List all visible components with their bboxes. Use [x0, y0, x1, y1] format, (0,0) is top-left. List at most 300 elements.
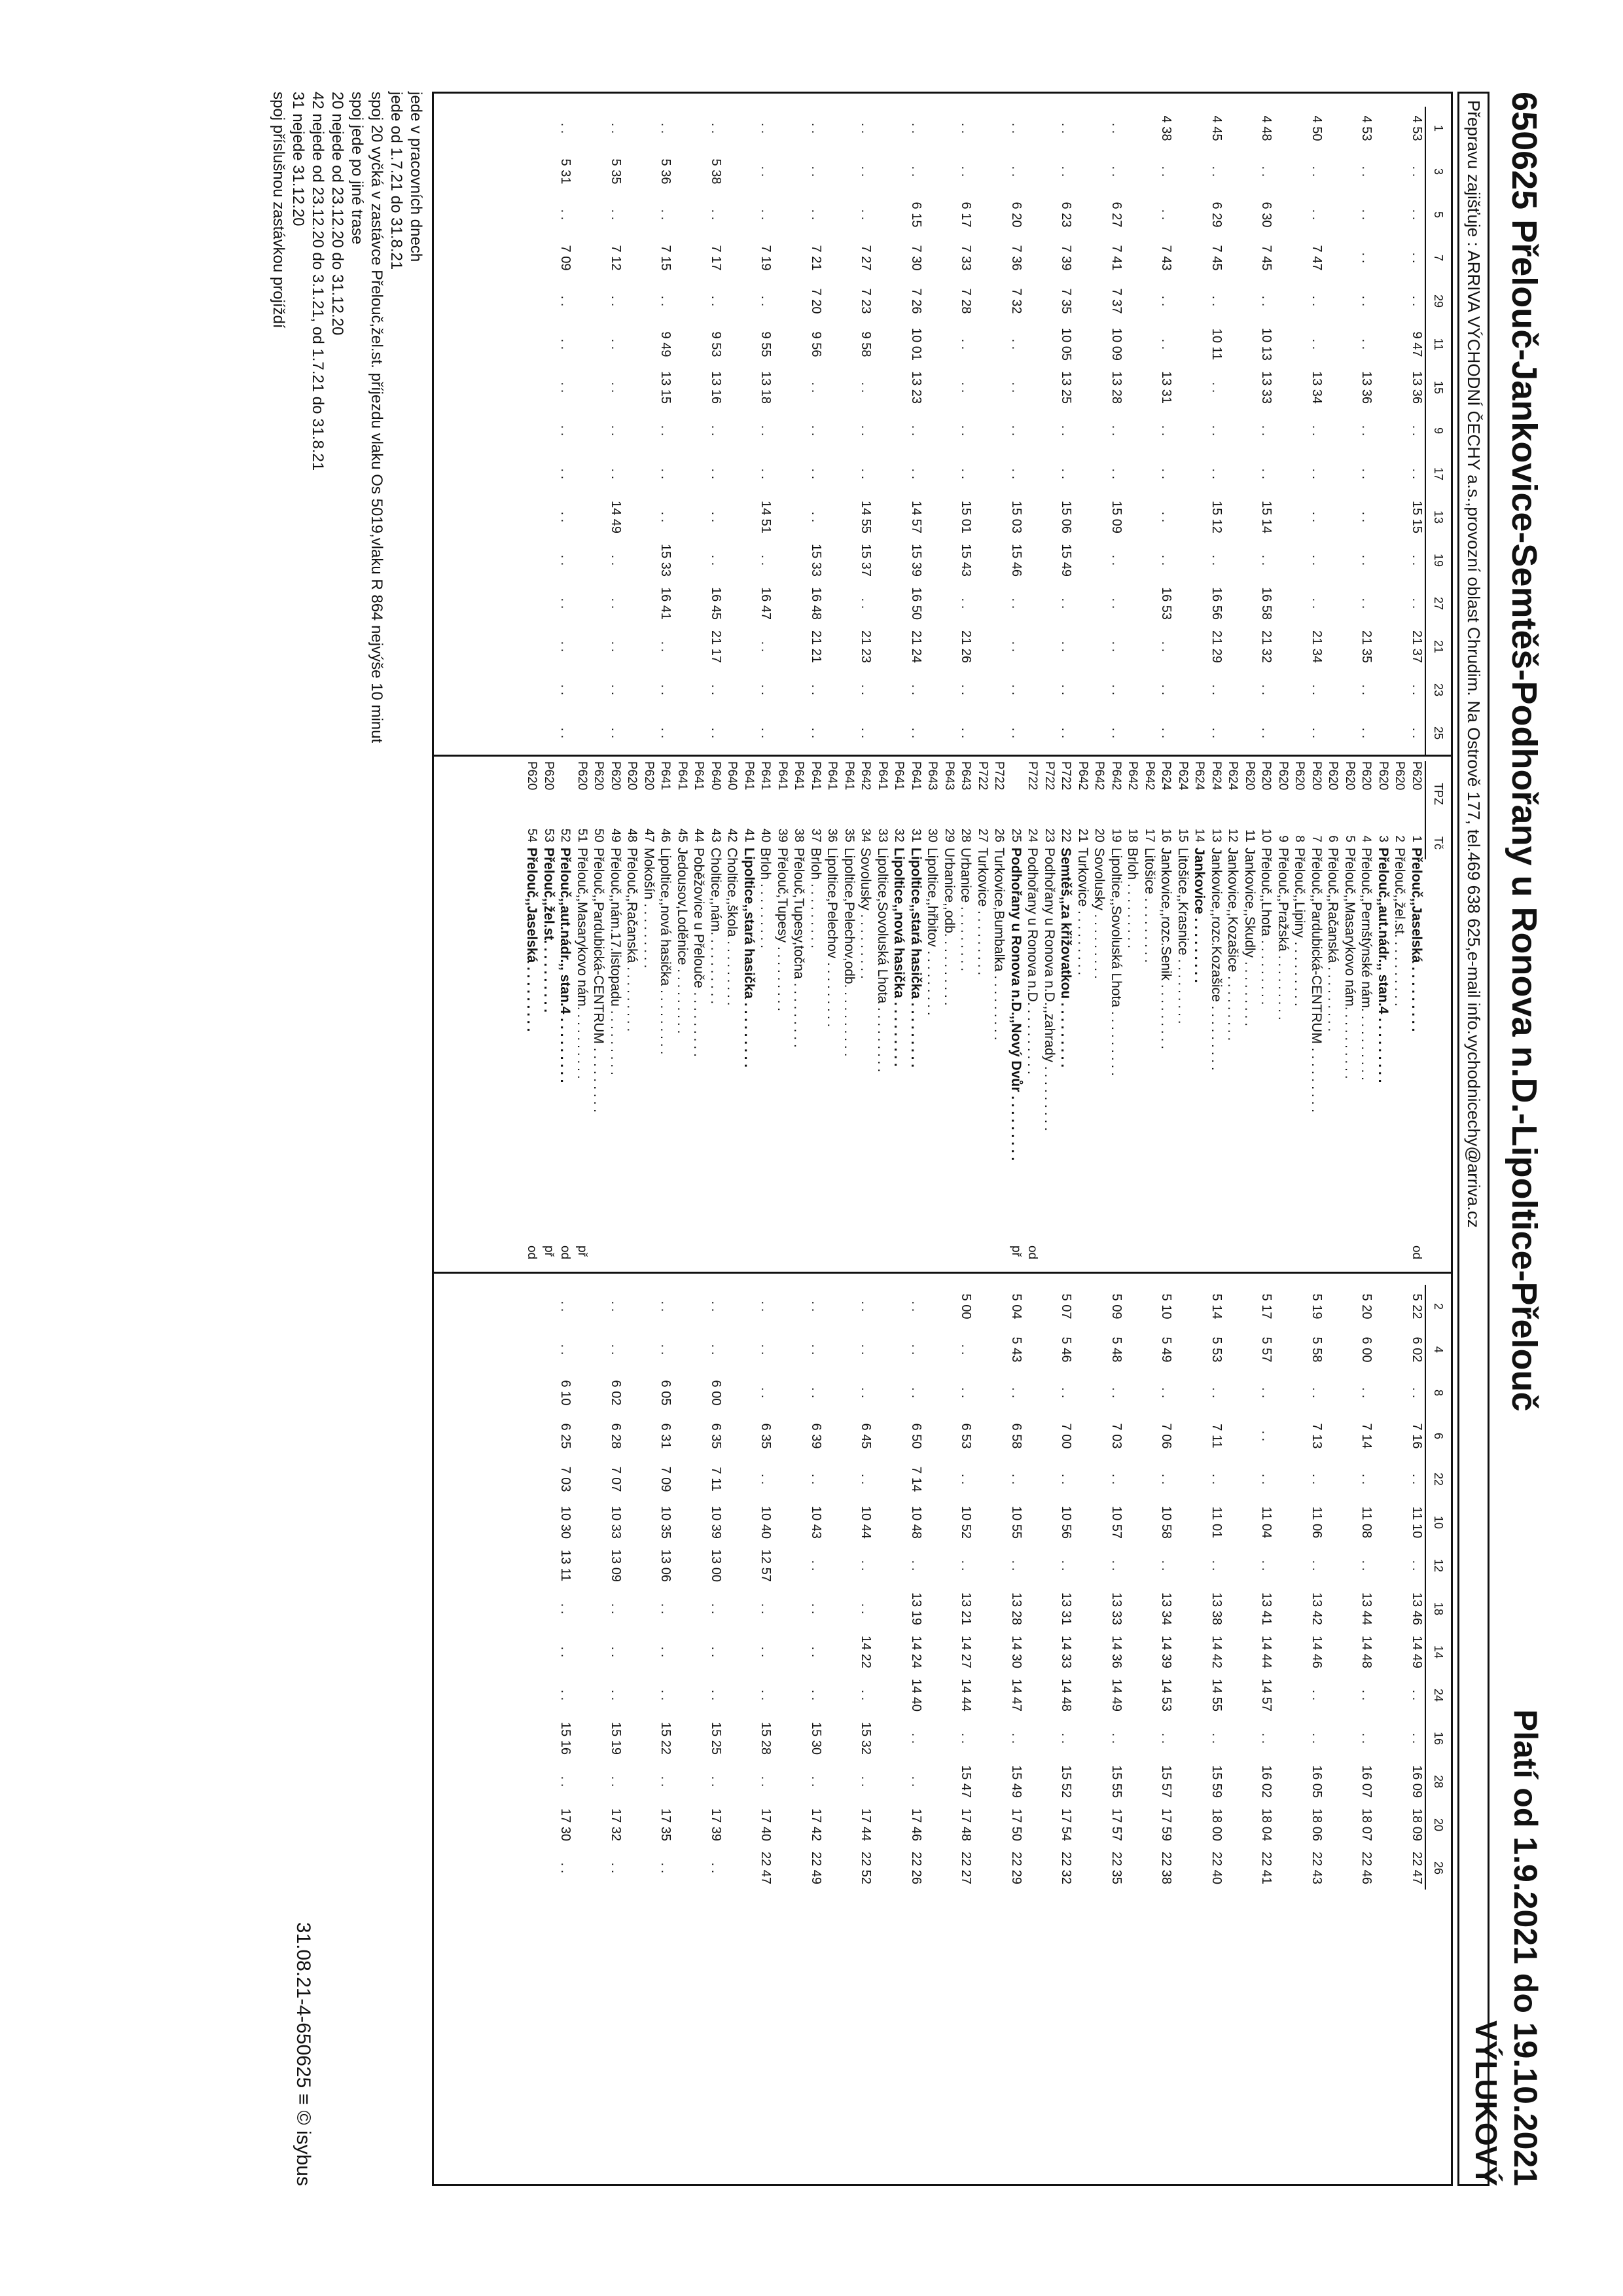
- departure-time: 5 58: [1310, 1336, 1324, 1363]
- departure-time: 14 48: [1359, 1635, 1374, 1669]
- departure-time: 22 40: [1209, 1851, 1224, 1885]
- departure-time: . .: [1310, 338, 1324, 350]
- stop-index: 3: [1376, 835, 1390, 842]
- departure-time: . .: [1410, 727, 1424, 739]
- station-name: Urbanice,,odb. . . . . . . . . .: [942, 848, 957, 1006]
- station-row: [841, 761, 858, 1272]
- tpz-code: P722: [1059, 761, 1073, 791]
- departure-time: 16 47: [758, 586, 774, 620]
- station-name: Lipoltice,,hřbitov . . . . . . . . .: [925, 848, 940, 1016]
- departure-time: . .: [959, 1387, 974, 1399]
- departure-time: . .: [1310, 166, 1324, 177]
- departure-time: 14 49: [1410, 1635, 1424, 1669]
- station-name: Choltice,,nám. . . . . . . . . .: [708, 848, 723, 1005]
- departure-time: . .: [1310, 727, 1324, 739]
- arrival-departure-mark: př: [542, 1246, 556, 1257]
- departure-time: . .: [609, 641, 623, 653]
- departure-time: . .: [609, 1862, 623, 1874]
- departure-time: . .: [809, 166, 823, 177]
- departure-time: 5 19: [1310, 1293, 1324, 1319]
- departure-time: . .: [1209, 425, 1224, 437]
- departure-time: . .: [959, 338, 974, 350]
- tpz-code: P624: [1176, 761, 1190, 791]
- departure-time: 7 17: [709, 245, 723, 271]
- departure-time: 10 30: [558, 1505, 573, 1539]
- departure-time: . .: [1359, 468, 1374, 480]
- tpz-code: P641: [758, 761, 773, 791]
- departure-time: . .: [1209, 382, 1224, 393]
- departure-time: . .: [959, 684, 974, 696]
- tc-header: Tč: [1425, 827, 1451, 859]
- departure-time: . .: [709, 727, 723, 739]
- departure-time: . .: [1109, 1387, 1124, 1399]
- departure-time: 18 06: [1310, 1808, 1324, 1842]
- carrier-info: Přepravu zajišťuje : ARRIVA VÝCHODNÍ ČECHY a.s.,provozní oblast Chrudim. Na Ostrově 177, tel.469 638 625,e-mail info.vychodnicechy@arriva.cz: [1457, 92, 1489, 2186]
- arrival-departure-mark: [824, 1246, 841, 1272]
- tpz-code: [557, 761, 574, 812]
- tpz-code: P620: [1393, 761, 1407, 791]
- tpz-code: P640: [709, 761, 722, 791]
- station-name: Turkovice,Bumbalka . . . . . . . . .: [991, 848, 1007, 1041]
- arrival-departure-mark: [624, 1246, 641, 1272]
- departure-time: 22 38: [1159, 1851, 1174, 1885]
- footnote-line: 31 nejede 31.12.20: [289, 92, 307, 226]
- departure-time: . .: [859, 727, 874, 739]
- departure-time: . .: [859, 1387, 874, 1399]
- departure-time: . .: [758, 1344, 774, 1355]
- departure-time: 15 03: [1009, 500, 1024, 534]
- departure-time: . .: [809, 1473, 823, 1485]
- departure-time: . .: [1209, 166, 1224, 177]
- departure-time: 4 50: [1310, 115, 1324, 141]
- departure-time: . .: [809, 1776, 823, 1787]
- departure-time: 17 59: [1159, 1808, 1174, 1842]
- departure-time: 10 48: [909, 1505, 923, 1539]
- station-name: Přelouč,,aut.nádr.,, stan.4 . . . . . . . . .: [558, 848, 573, 1083]
- tpz-code: P641: [892, 761, 906, 791]
- departure-time: . .: [1259, 1473, 1274, 1485]
- departure-time: 4 45: [1209, 115, 1224, 141]
- departure-time: 14 44: [1259, 1635, 1274, 1669]
- departure-time: 15 14: [1259, 500, 1274, 534]
- departure-time: . .: [1009, 1387, 1024, 1399]
- station-row: [1375, 761, 1392, 1272]
- departure-time: 15 01: [959, 500, 974, 534]
- validity-range: Platí od 1.9.2021 do 19.10.2021: [1507, 1709, 1544, 2186]
- departure-time: 21 24: [909, 630, 923, 664]
- departure-time: 15 46: [1009, 543, 1024, 577]
- departure-time: 5 07: [1059, 1293, 1074, 1319]
- train-number-header: 6: [1425, 1414, 1451, 1458]
- departure-time: 5 20: [1359, 1293, 1374, 1319]
- departure-time: . .: [1209, 684, 1224, 696]
- stop-index: 10: [1259, 828, 1274, 842]
- tpz-code: P620: [1326, 761, 1340, 791]
- stop-index: 45: [675, 828, 689, 842]
- departure-time: 13 19: [909, 1592, 923, 1626]
- departure-time: . .: [809, 382, 823, 393]
- station-name: Turkovice . . . . . . . . .: [1075, 848, 1090, 976]
- departure-time: . .: [609, 727, 623, 739]
- station-row: [724, 761, 741, 1272]
- departure-time: . .: [809, 468, 823, 480]
- departure-time: . .: [709, 425, 723, 437]
- station-name: Přelouč,,žel.st. . . . . . . . . .: [1392, 848, 1408, 1007]
- departure-time: . .: [758, 295, 774, 307]
- departure-time: . .: [558, 598, 573, 609]
- train-number-header: 1: [1425, 107, 1451, 150]
- departure-time: . .: [1359, 209, 1374, 221]
- arrival-departure-mark: [924, 1246, 941, 1272]
- train-number-header: 11: [1425, 323, 1451, 366]
- departure-time: 13 38: [1209, 1592, 1224, 1626]
- departure-time: 18 09: [1410, 1808, 1424, 1842]
- departure-time: . .: [1410, 684, 1424, 696]
- departure-time: . .: [658, 425, 673, 437]
- tpz-code: P620: [1310, 761, 1323, 791]
- departure-time: 15 06: [1059, 500, 1074, 534]
- tpz-code: P620: [1359, 761, 1374, 791]
- departure-time: 13 34: [1310, 370, 1324, 404]
- departure-time: . .: [1159, 209, 1174, 221]
- departure-time: . .: [1059, 468, 1074, 480]
- departure-time: 14 44: [959, 1678, 974, 1712]
- departure-time: 14 47: [1009, 1678, 1024, 1712]
- departure-time: . .: [709, 684, 723, 696]
- train-number-header: 17: [1425, 452, 1451, 495]
- departure-time: . .: [709, 1300, 723, 1312]
- departure-time: 10 56: [1059, 1505, 1074, 1539]
- departure-time: 7 28: [959, 288, 974, 314]
- departure-time: . .: [959, 425, 974, 437]
- stop-index: 40: [758, 828, 773, 842]
- departure-time: . .: [658, 1646, 673, 1658]
- departure-time: 11 01: [1209, 1506, 1224, 1539]
- arrival-departure-mark: [1375, 1246, 1392, 1272]
- departure-time: 13 25: [1059, 370, 1074, 404]
- departure-time: . .: [959, 382, 974, 393]
- departure-time: . .: [758, 1689, 774, 1701]
- departure-time: 22 47: [1410, 1851, 1424, 1885]
- departure-time: 7 14: [909, 1466, 923, 1492]
- departure-time: . .: [1410, 1473, 1424, 1485]
- station-row: [1008, 761, 1025, 1272]
- stop-index: 51: [575, 828, 589, 842]
- station-row: [808, 761, 825, 1272]
- tpz-code: P643: [959, 761, 973, 791]
- departure-time: 5 09: [1109, 1293, 1124, 1319]
- departure-time: 10 35: [658, 1505, 673, 1539]
- tpz-code: P640: [725, 761, 740, 791]
- station-row: [924, 761, 941, 1272]
- departure-time: . .: [1310, 209, 1324, 221]
- departure-time: 15 33: [809, 543, 823, 577]
- departure-time: 13 31: [1059, 1592, 1074, 1626]
- departure-time: . .: [658, 511, 673, 523]
- departure-time: 7 26: [909, 288, 923, 314]
- departure-time: 14 46: [1310, 1635, 1324, 1669]
- departure-time: 14 53: [1159, 1678, 1174, 1712]
- tpz-code: P620: [1259, 761, 1274, 791]
- departure-time: . .: [1410, 1560, 1424, 1571]
- station-row: [1158, 761, 1175, 1272]
- departure-time: . .: [1009, 166, 1024, 177]
- departure-time: . .: [709, 1862, 723, 1874]
- station-name: Choltice,,škola . . . . . . . . .: [724, 848, 740, 1006]
- departure-time: . .: [1009, 598, 1024, 609]
- departure-time: 9 47: [1410, 331, 1424, 357]
- station-name: Podhořany u Ronova n.D. . . . . . . . . .: [1025, 848, 1041, 1075]
- departure-time: 15 57: [1159, 1765, 1174, 1799]
- stop-index: 35: [842, 828, 856, 842]
- station-name: Sovolusky . . . . . . . . .: [858, 848, 874, 979]
- departure-time: . .: [709, 295, 723, 307]
- departure-time: . .: [1159, 641, 1174, 653]
- train-number-header: 4: [1425, 1328, 1451, 1371]
- departure-time: . .: [959, 122, 974, 134]
- departure-time: 5 31: [558, 158, 573, 185]
- departure-time: 5 00: [959, 1293, 974, 1319]
- train-number-header: 8: [1425, 1371, 1451, 1414]
- departure-time: 4 38: [1159, 115, 1174, 141]
- departure-time: . .: [909, 166, 923, 177]
- station-name: Jankovice . . . . . . . . .: [1192, 848, 1207, 983]
- departure-time: . .: [1009, 727, 1024, 739]
- footnote-line: jede od 1.7.21 do 31.8.21: [387, 92, 405, 270]
- departure-time: 21 29: [1209, 630, 1224, 664]
- departure-time: 18 00: [1209, 1808, 1224, 1842]
- departure-time: 13 16: [709, 370, 723, 404]
- station-name: Sovolusky . . . . . . . . .: [1092, 848, 1107, 979]
- departure-time: . .: [609, 1344, 623, 1355]
- departure-time: 7 19: [758, 245, 774, 271]
- tpz-code: P620: [575, 761, 589, 791]
- tpz-code: P624: [1159, 761, 1173, 791]
- departure-time: . .: [809, 727, 823, 739]
- departure-time: . .: [1310, 1473, 1324, 1485]
- departure-time: . .: [1310, 511, 1324, 523]
- tpz-code: P620: [1410, 761, 1423, 791]
- station-row: [1275, 761, 1292, 1272]
- departure-time: . .: [558, 1646, 573, 1658]
- departure-time: . .: [1410, 554, 1424, 566]
- station-row: [1408, 761, 1425, 1272]
- departure-time: 7 03: [558, 1466, 573, 1492]
- stop-index: 30: [925, 828, 940, 842]
- departure-time: 9 55: [758, 331, 774, 357]
- departure-time: 15 16: [558, 1721, 573, 1755]
- departure-time: 15 12: [1209, 500, 1224, 534]
- departure-time: . .: [758, 1300, 774, 1312]
- station-row: [1124, 761, 1141, 1272]
- departure-time: . .: [1259, 684, 1274, 696]
- departure-time: 6 45: [859, 1423, 874, 1449]
- departure-time: . .: [1359, 1560, 1374, 1571]
- departure-time: . .: [859, 1344, 874, 1355]
- departure-time: . .: [1410, 166, 1424, 177]
- station-name: Přelouč,,Pardubická-CENTRUM . . . . . . . . .: [1309, 848, 1324, 1113]
- departure-time: . .: [758, 468, 774, 480]
- departure-time: 13 42: [1310, 1592, 1324, 1626]
- departure-time: . .: [909, 727, 923, 739]
- departure-time: 22 52: [859, 1851, 874, 1885]
- arrival-departure-mark: [657, 1246, 674, 1272]
- tpz-code: P641: [658, 761, 673, 791]
- departure-time: 21 17: [709, 630, 723, 664]
- departure-time: . .: [758, 554, 774, 566]
- departure-time: 16 56: [1209, 586, 1224, 620]
- departure-time: . .: [1410, 468, 1424, 480]
- departure-time: . .: [1259, 1732, 1274, 1744]
- departure-time: . .: [1009, 382, 1024, 393]
- departure-time: . .: [709, 468, 723, 480]
- departure-time: 15 32: [859, 1721, 874, 1755]
- departure-time: . .: [558, 1344, 573, 1355]
- station-name: Přelouč,,Masarykovo nám. . . . . . . . . .: [1342, 848, 1357, 1079]
- departure-time: . .: [1059, 1387, 1074, 1399]
- departure-time: . .: [1209, 468, 1224, 480]
- departure-time: 16 50: [909, 586, 923, 620]
- departure-time: . .: [909, 1776, 923, 1787]
- departure-time: . .: [1410, 295, 1424, 307]
- station-row: [1024, 761, 1041, 1272]
- stop-index: 32: [892, 828, 906, 842]
- station-name: Lipoltice,Pelechov . . . . . . . . .: [825, 848, 840, 1028]
- departure-time: 13 36: [1359, 370, 1374, 404]
- departure-time: . .: [1359, 252, 1374, 264]
- tpz-code: P620: [1343, 761, 1357, 791]
- departure-time: . .: [1159, 166, 1174, 177]
- footnote-line: 42 nejede od 23.12.20 do 3.1.21, od 1.7.21 do 31.8.21: [309, 92, 327, 471]
- stop-index: 44: [692, 828, 706, 842]
- departure-time: . .: [909, 425, 923, 437]
- departure-time: 7 43: [1159, 245, 1174, 271]
- departure-time: 7 35: [1059, 288, 1074, 314]
- departure-time: 10 01: [909, 327, 923, 361]
- departure-time: . .: [1109, 1732, 1124, 1744]
- departure-time: 6 20: [1009, 202, 1024, 228]
- departure-time: . .: [1209, 295, 1224, 307]
- station-row: [1058, 761, 1075, 1272]
- train-number-header: 15: [1425, 366, 1451, 409]
- departure-time: 4 53: [1359, 115, 1374, 141]
- departure-time: 10 52: [959, 1505, 974, 1539]
- departure-time: 6 05: [658, 1380, 673, 1406]
- departure-time: . .: [758, 1473, 774, 1485]
- departure-time: . .: [609, 295, 623, 307]
- stop-index: 22: [1059, 828, 1073, 842]
- departure-time: 7 13: [1310, 1423, 1324, 1449]
- station-name: Jankovice,,rozc.Kozašice . . . . . . . . .: [1209, 848, 1224, 1071]
- station-name: Přelouč,,Lhota . . . . . . . . .: [1258, 848, 1274, 1005]
- departure-time: 5 35: [609, 158, 623, 185]
- train-number-header: 2: [1425, 1285, 1451, 1328]
- station-name: Přelouč,,Masarykovo nám. . . . . . . . . .: [575, 848, 590, 1079]
- departure-time: 6 35: [709, 1423, 723, 1449]
- stop-index: 43: [709, 828, 722, 842]
- departure-time: 14 22: [859, 1635, 874, 1669]
- arrival-departure-mark: [1275, 1246, 1292, 1272]
- departure-time: 17 32: [609, 1808, 623, 1842]
- departure-time: . .: [1109, 1560, 1124, 1571]
- station-name: Lipoltice,,nová hasička . . . . . . . . .: [658, 848, 673, 1055]
- departure-time: 7 03: [1109, 1423, 1124, 1449]
- departure-time: 5 36: [658, 158, 673, 185]
- departure-time: 16 05: [1310, 1765, 1324, 1799]
- departure-time: . .: [1359, 425, 1374, 437]
- stop-index: 15: [1176, 828, 1190, 842]
- departure-time: 6 28: [609, 1423, 623, 1449]
- arrival-departure-mark: [1041, 1246, 1058, 1272]
- station-row: [741, 761, 758, 1272]
- tpz-code: P620: [1376, 761, 1390, 791]
- departure-time: . .: [709, 1689, 723, 1701]
- stop-index: 54: [525, 828, 539, 842]
- departure-time: 22 49: [809, 1851, 823, 1885]
- station-row: [891, 761, 908, 1272]
- departure-time: . .: [558, 684, 573, 696]
- arrival-departure-mark: [1258, 1246, 1275, 1272]
- departure-time: 7 45: [1209, 245, 1224, 271]
- station-name: Přelouč,,Račanská . . . . . . . . .: [1325, 848, 1341, 1032]
- departure-time: . .: [1009, 1473, 1024, 1485]
- stop-index: 29: [942, 828, 956, 842]
- departure-time: 16 09: [1410, 1765, 1424, 1799]
- departure-time: . .: [1359, 554, 1374, 566]
- departure-time: . .: [1009, 1732, 1024, 1744]
- departure-time: . .: [1310, 468, 1324, 480]
- stop-index: 8: [1293, 835, 1307, 842]
- arrival-departure-mark: [841, 1246, 858, 1272]
- departure-time: 7 00: [1059, 1423, 1074, 1449]
- station-name: Lipoltice,,nová hasička . . . . . . . . .: [891, 848, 907, 1067]
- arrival-departure-mark: [791, 1246, 808, 1272]
- arrival-departure-mark: [1208, 1246, 1225, 1272]
- departure-time: . .: [709, 1603, 723, 1615]
- departure-time: . .: [758, 166, 774, 177]
- departure-time: . .: [1209, 1387, 1224, 1399]
- departure-time: . .: [609, 1646, 623, 1658]
- arrival-departure-mark: [1058, 1246, 1075, 1272]
- departure-time: . .: [558, 641, 573, 653]
- train-number-header: 7: [1425, 236, 1451, 279]
- departure-time: 5 04: [1009, 1293, 1024, 1319]
- tpz-code: P642: [1109, 761, 1123, 791]
- departure-time: . .: [1310, 1387, 1324, 1399]
- departure-time: 15 43: [959, 543, 974, 577]
- departure-time: 10 13: [1259, 327, 1274, 361]
- departure-time: . .: [558, 727, 573, 739]
- stop-index: 33: [876, 828, 889, 842]
- section-divider: [434, 755, 1451, 757]
- departure-time: . .: [1109, 641, 1124, 653]
- departure-time: . .: [1109, 1473, 1124, 1485]
- departure-time: 7 23: [859, 288, 874, 314]
- stop-index: 46: [658, 828, 673, 842]
- footnote-line: spoj 20 vyčká v zastávce Přelouč,žel.st. příjezdu vlaku Os 5019,vlaku R 864 nejvýše 10 minut: [368, 92, 385, 744]
- departure-time: . .: [859, 425, 874, 437]
- departure-time: 15 28: [758, 1721, 774, 1755]
- departure-time: 14 33: [1059, 1635, 1074, 1669]
- arrival-departure-mark: [757, 1246, 774, 1272]
- departure-time: . .: [1059, 1560, 1074, 1571]
- station-row: [774, 761, 791, 1272]
- departure-time: . .: [959, 598, 974, 609]
- stop-index: 11: [1243, 829, 1257, 842]
- departure-time: 6 25: [558, 1423, 573, 1449]
- departure-time: . .: [1310, 684, 1324, 696]
- stop-index: 23: [1043, 828, 1056, 842]
